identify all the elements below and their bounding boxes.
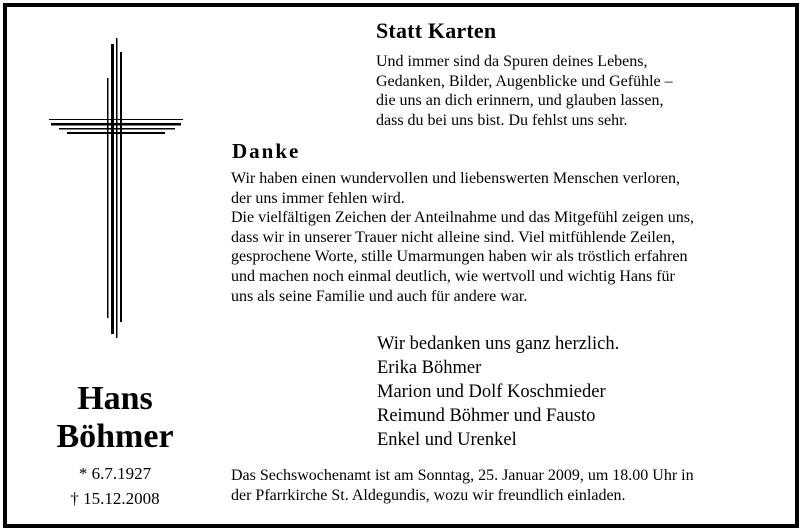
death-date: † 15.12.2008 xyxy=(70,489,160,508)
body-line: gesprochene Worte, stille Umarmungen haben wir als tröstlich erfahren xyxy=(231,248,688,266)
heading-statt-karten: Statt Karten xyxy=(376,18,497,43)
poem-line: die uns an dich erinnern, und glauben lassen, xyxy=(376,92,664,109)
body-line: der uns immer fehlen wird. xyxy=(231,189,405,207)
cross-icon xyxy=(49,38,183,338)
poem-line: Gedanken, Bilder, Augenblicke und Gefühle – xyxy=(376,72,673,90)
thanks-line: Wir bedanken uns ganz herzlich. xyxy=(377,334,620,354)
first-name: Hans xyxy=(77,380,153,417)
body-text xyxy=(231,169,776,306)
body-line: Wir haben einen wundervollen und liebenswerten Menschen verloren, xyxy=(231,170,680,187)
signature-line: Erika Böhmer xyxy=(377,358,482,378)
body-line: und machen noch einmal deutlich, wie wertvoll und wichtig Hans für xyxy=(231,267,675,285)
signature-line: Reimund Böhmer und Fausto xyxy=(377,406,596,426)
footer-line: der Pfarrkirche St. Aldegundis, wozu wir freundlich einladen. xyxy=(231,487,626,504)
signature-line: Marion und Dolf Koschmieder xyxy=(377,382,606,402)
last-name: Böhmer xyxy=(56,418,174,455)
heading-danke: Danke xyxy=(232,139,301,163)
deceased-name xyxy=(40,380,190,456)
poem xyxy=(376,52,673,130)
body-line: dass wir in unserer Trauer nicht alleine sind. Viel mitfühlende Zeilen, xyxy=(231,228,675,246)
footer-text xyxy=(231,466,776,506)
body-line: uns als seine Familie und auch für andere war. xyxy=(231,287,528,305)
poem-line: dass du bei uns bist. Du fehlst uns sehr. xyxy=(376,111,628,129)
poem-line: Und immer sind da Spuren deines Lebens, xyxy=(376,53,648,70)
thanks-signatures xyxy=(377,332,619,452)
footer-line: Das Sechswochenamt ist am Sonntag, 25. Januar 2009, um 18.00 Uhr in xyxy=(231,467,694,484)
birth-date: * 6.7.1927 xyxy=(78,464,152,483)
life-dates xyxy=(40,461,190,511)
body-line: Die vielfältigen Zeichen der Anteilnahme und das Mitgefühl zeigen uns, xyxy=(231,209,694,227)
signature-line: Enkel und Urenkel xyxy=(377,430,517,450)
